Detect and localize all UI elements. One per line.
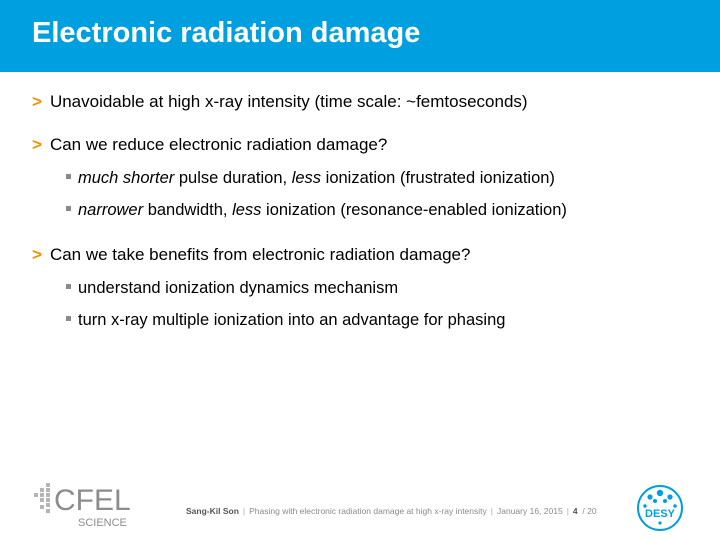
bullet-1	[32, 92, 528, 112]
square-bullet-icon	[66, 316, 71, 321]
title-bar	[0, 0, 720, 72]
footer-author: Sang-Kil Son	[186, 506, 239, 516]
emphasis-text: narrower	[78, 201, 144, 219]
bullet-2	[32, 135, 387, 155]
footer-separator: |	[242, 506, 246, 516]
sub-text: ionization (resonance-enabled ionization)	[261, 201, 567, 219]
bullet-marker-icon: >	[32, 92, 42, 111]
slide-title: Electronic radiation damage	[32, 17, 421, 49]
bullet-3-text: Can we take benefits from electronic radiation damage?	[49, 245, 471, 264]
bullet-2-sub-1	[66, 169, 555, 188]
cfel-science-text: SCIENCE	[78, 517, 127, 529]
emphasis-text: less	[291, 169, 322, 187]
sub-text: ionization (frustrated ionization)	[321, 169, 555, 187]
slide-footer	[186, 506, 597, 516]
cfel-science-logo	[30, 478, 140, 530]
footer-talk-title: Phasing with electronic radiation damage at high x-ray intensity	[249, 506, 487, 516]
bullet-3-sub-1	[66, 279, 398, 298]
footer-separator: |	[490, 506, 493, 516]
sub-text: understand ionization dynamics mechanism	[78, 279, 399, 297]
desy-text: DESY	[645, 508, 675, 520]
bullet-3	[32, 245, 470, 265]
footer-page-number: 4	[572, 506, 578, 516]
bullet-2-sub-2	[66, 201, 567, 220]
emphasis-text: much shorter	[78, 169, 175, 187]
emphasis-text: less	[232, 201, 262, 219]
bullet-marker-icon: >	[32, 135, 42, 154]
footer-page-total: / 20	[582, 506, 597, 516]
square-bullet-icon	[66, 284, 71, 289]
bullet-marker-icon: >	[32, 245, 42, 264]
footer-separator: |	[566, 506, 569, 516]
sub-text: bandwidth,	[143, 201, 233, 219]
cfel-text: CFEL	[54, 484, 131, 517]
bullet-1-text: Unavoidable at high x-ray intensity (time scale: ~femtoseconds)	[49, 92, 528, 111]
bullet-3-sub-2	[66, 311, 505, 330]
square-bullet-icon	[66, 174, 71, 179]
desy-logo	[636, 484, 684, 532]
bullet-2-text: Can we reduce electronic radiation damage?	[49, 135, 388, 154]
sub-text: turn x-ray multiple ionization into an advantage for phasing	[78, 311, 506, 329]
square-bullet-icon	[66, 206, 71, 211]
sub-text: pulse duration,	[174, 169, 292, 187]
footer-date: January 16, 2015	[496, 506, 563, 516]
